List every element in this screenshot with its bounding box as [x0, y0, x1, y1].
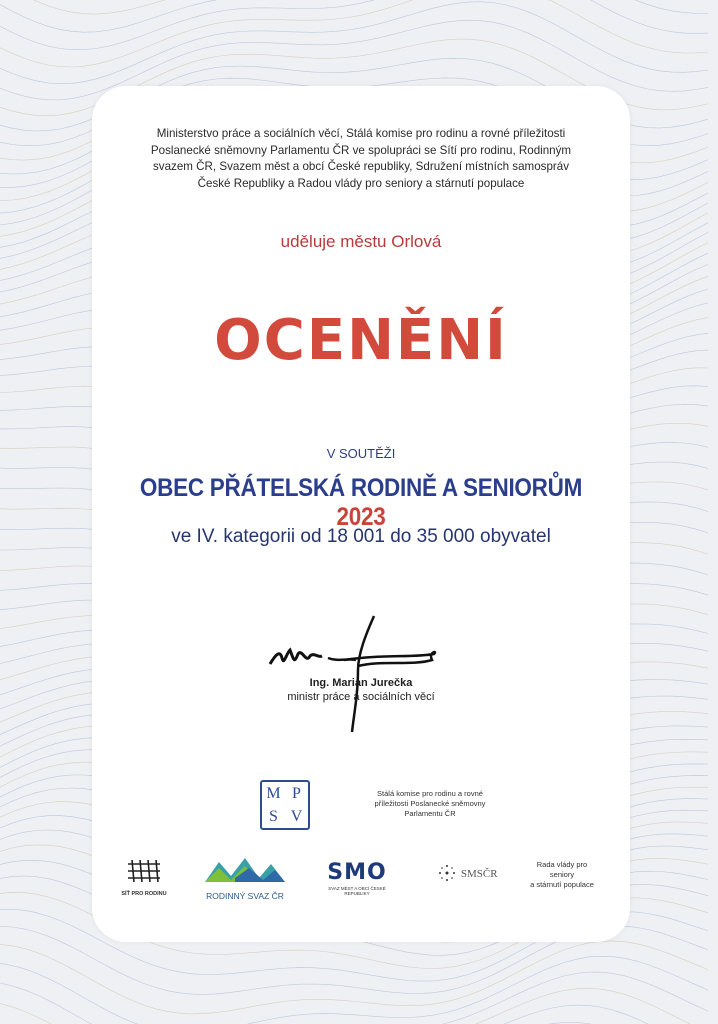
issuers-line: České Republiky a Radou vlády pro seniory a stárnutí populace [197, 176, 525, 190]
guilloche-line [0, 0, 708, 32]
commission-line: příležitosti Poslanecké sněmovny [374, 799, 486, 808]
category-line: ve IV. kategorii od 18 001 do 35 000 obyvatel [171, 526, 551, 547]
certificate-card [92, 86, 630, 942]
issuers-line: svazem ČR, Svazem měst a obcí České republiky, Sdružení místních samospráv [152, 160, 570, 173]
handwritten-signature [262, 614, 462, 734]
sit-caption: SÍŤ PRO RODINU [121, 891, 167, 897]
signer-name: Ing. Marian Jurečka [309, 677, 413, 689]
issuers-line: Poslanecké sněmovny Parlamentu ČR ve spolupráci se Sítí pro rodinu, Rodinným [150, 143, 572, 157]
mpsv-letter: S [269, 808, 278, 825]
mpsv-logo [260, 780, 310, 830]
guilloche-line [0, 0, 708, 67]
star-burst-icon [438, 864, 456, 882]
smscr-wordmark: SMSČR [460, 868, 498, 881]
contest-intro: V SOUTĚŽI [326, 446, 396, 461]
mpsv-letter: P [292, 785, 301, 802]
signatory [92, 677, 630, 703]
family-grid-icon [124, 858, 164, 884]
mountains-icon [205, 856, 285, 884]
issuers-paragraph [92, 126, 630, 192]
rada-line: Rada vlády pro [536, 860, 588, 869]
competition-name: OBEC PŘÁTELSKÁ RODINĚ A SENIORŮM [139, 474, 583, 502]
guilloche-line [0, 972, 708, 1024]
guilloche-line [0, 0, 708, 14]
smscr-logo [428, 864, 508, 882]
smo-caption: SVAZ MĚST A OBCÍ ČESKÉ REPUBLIKY [328, 886, 386, 896]
guilloche-line [0, 956, 708, 1024]
guilloche-line [0, 988, 708, 1024]
rada-line: a stárnutí populace [530, 880, 594, 889]
rada-vlady-caption [522, 860, 602, 890]
awarded-to: uděluje městu Orlová [280, 232, 442, 251]
commission-caption [350, 789, 510, 819]
competition-year: 2023 [336, 503, 386, 531]
competition-heading [119, 474, 603, 532]
commission-line: Stálá komise pro rodinu a rovné [377, 789, 483, 798]
rodinny-svaz-logo [200, 856, 290, 901]
rodinny-svaz-caption: RODINNÝ SVAZ ČR [206, 891, 284, 901]
certificate-title: OCENĚNÍ [214, 308, 508, 373]
commission-line: Parlamentu ČR [404, 809, 456, 818]
mpsv-letter: V [290, 808, 303, 825]
guilloche-line [0, 941, 708, 1014]
signer-role: ministr práce a sociálních věcí [287, 691, 435, 703]
mpsv-letter: M [266, 785, 281, 802]
issuers-line: Ministerstvo práce a sociálních věcí, Stálá komise pro rodinu a rovné příležitosti [156, 127, 566, 140]
smo-wordmark: SMO [327, 860, 387, 885]
partner-logos [92, 854, 630, 914]
rada-line: seniory [549, 870, 575, 879]
sit-pro-rodinu-logo [114, 858, 174, 897]
smo-logo [322, 862, 392, 896]
